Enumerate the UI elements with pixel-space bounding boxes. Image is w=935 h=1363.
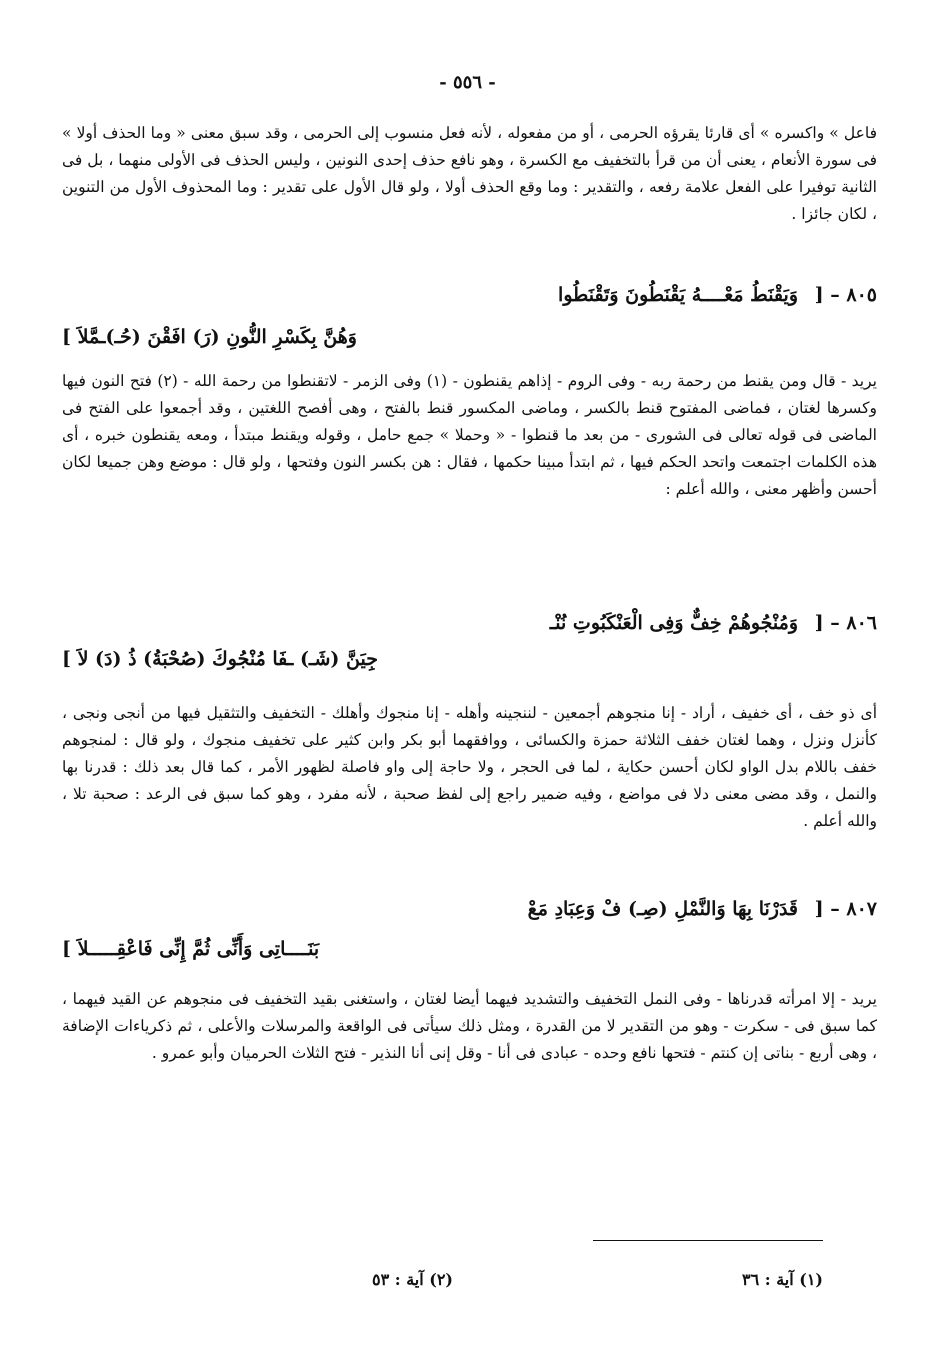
paragraph-2: يريد - قال ومن يقنط من رحمة ربه - وفى الروم - إذاهم يقنطون - (١) وفى الزمر - لاتقنطوا من رحمة الله - (٢) فتح النون فيها وكسرها لغتان ، فماضى المفتوح قنط بالكسر ، وماضى المكسور قنط بالفتح ، وهى أفصح اللغتين ، وقد أجمعوا على الفتح فى الماضى فى قوله تعالى فى الشورى - من بعد ما قنطوا - « وحملا » جمع حامل ، وقوله ويقنط مبتدأ ، ومعه يقنطون خبره ، أى هذه الكلمات اجتمعت واتحد الحكم فيها ، ثم ابتدأ مبينا حكمها ، فقال : هن بكسر النون وفتحها ، ولو قال : موضع وهن جميعا لكان أحسن وأظهر معنى ، والله أعلم : xyxy=(62,372,877,498)
verse-807-number: ٨٠٧ – [ xyxy=(814,898,877,920)
page-number: - ٥٥٦ - xyxy=(439,72,496,93)
verse-806-second-hemistich: جِيَنَّ (شَـ) ـفَا مُنْجُوكَ (صُحْبَةُ) ذُ (دَ) لاَ ] xyxy=(62,648,378,670)
verse-807-line1 xyxy=(62,898,877,920)
verse-805-line1 xyxy=(62,284,877,306)
verse-806-number: ٨٠٦ – [ xyxy=(814,612,877,634)
footnote-separator xyxy=(593,1240,823,1241)
footnote-1: (١) آية : ٣٦ xyxy=(741,1270,823,1289)
verse-805-first-hemistich: وَيَقْنَطُ مَعْــــهُ يَقْنَطُونَ وَتَقْنَطُوا xyxy=(558,284,799,306)
verse-807-first-hemistich: قَدَرْنَا بِهَا وَالنَّمْلِ (صِـ) فْ وَعِبَادِ مَعْ xyxy=(527,898,799,920)
footnote-2: (٢) آية : ٥٣ xyxy=(371,1270,453,1289)
verse-805-second-hemistich: وَهُنَّ بِكَسْرِ النُّونِ (رَ) افَقْنَ (حُـ)ـمَّلاَ ] xyxy=(62,326,357,348)
paragraph-1: فاعل » واكسره » أى قارئا يقرؤه الحرمى ، أو من مفعوله ، لأنه فعل منسوب إلى الحرمى ، وقد سبق معنى « وما الحذف أولا » فى سورة الأنعام ، يعنى أن من قرأ بالتخفيف مع الكسرة ، وهو نافع حذف إحدى النونين ، وليس الحذف فى الأولى منهما ، بل فى الثانية توفيرا على الفعل علامة رفعه ، والتقدير : وما وقع الحذف أولا ، ولو قال الأول على تقدير : وما المحذوف الأول من التنوين ، لكان جائزا . xyxy=(62,124,877,223)
verse-806-line1 xyxy=(62,612,877,634)
paragraph-3: أى ذو خف ، أى خفيف ، أراد - إنا منجوهم أجمعين - لننجينه وأهله - إنا منجوك وأهلك - التخفيف والتثقيل فيها من أنجى ونجى ، كأنزل ونزل ، وهما لغتان خفف الثلاثة حمزة والكسائى ، ووافقهما أبو بكر وابن كثير على تخفيف منجوك ، ولو قال : لمنجوهم خفف باللام بدل الواو لكان أحسن حكاية ، لما فى الحجر ، ولا حاجة إلى واو فاصلة لظهور الأمر ، كما قال بعد ذلك : قدرنا بها والنمل ، وقد مضى معنى دلا فى مواضع ، وفيه ضمير راجع إلى لفظ صحبة ، لأنه مفرد ، وهو كما سبق فى الرعد : صحبة تلا ، والله أعلم . xyxy=(62,704,877,830)
verse-805-number: ٨٠٥ – [ xyxy=(814,284,877,306)
paragraph-4: يريد - إلا امرأته قدرناها - وفى النمل التخفيف والتشديد فيهما أيضا لغتان ، واستغنى بقيد التخفيف فى منجوهم عن القيد فيهما ، كما سبق فى - سكرت - وهو من التقدير لا من القدرة ، ومثل ذلك سيأتى فى الواقعة والمرسلات والأعلى ، ثم ذكرياءات الإضافة ، وهى أربع - بناتى إن كنتم - فتحها نافع وحده - عبادى فى أنا - وقل إنى أنا النذير - فتح الثلاث الحرميان وأبو عمرو . xyxy=(62,990,877,1062)
verse-806-first-hemistich: وَمُنْجُوهُمْ خِفٌّ وَفِى الْعَنْكَبُوتِ نُنْـ xyxy=(549,612,799,634)
verse-807-second-hemistich: بَنَــــاتِى وَأَنِّى ثُمَّ إِنِّى فَاعْقِـــــلاَ ] xyxy=(62,938,320,960)
